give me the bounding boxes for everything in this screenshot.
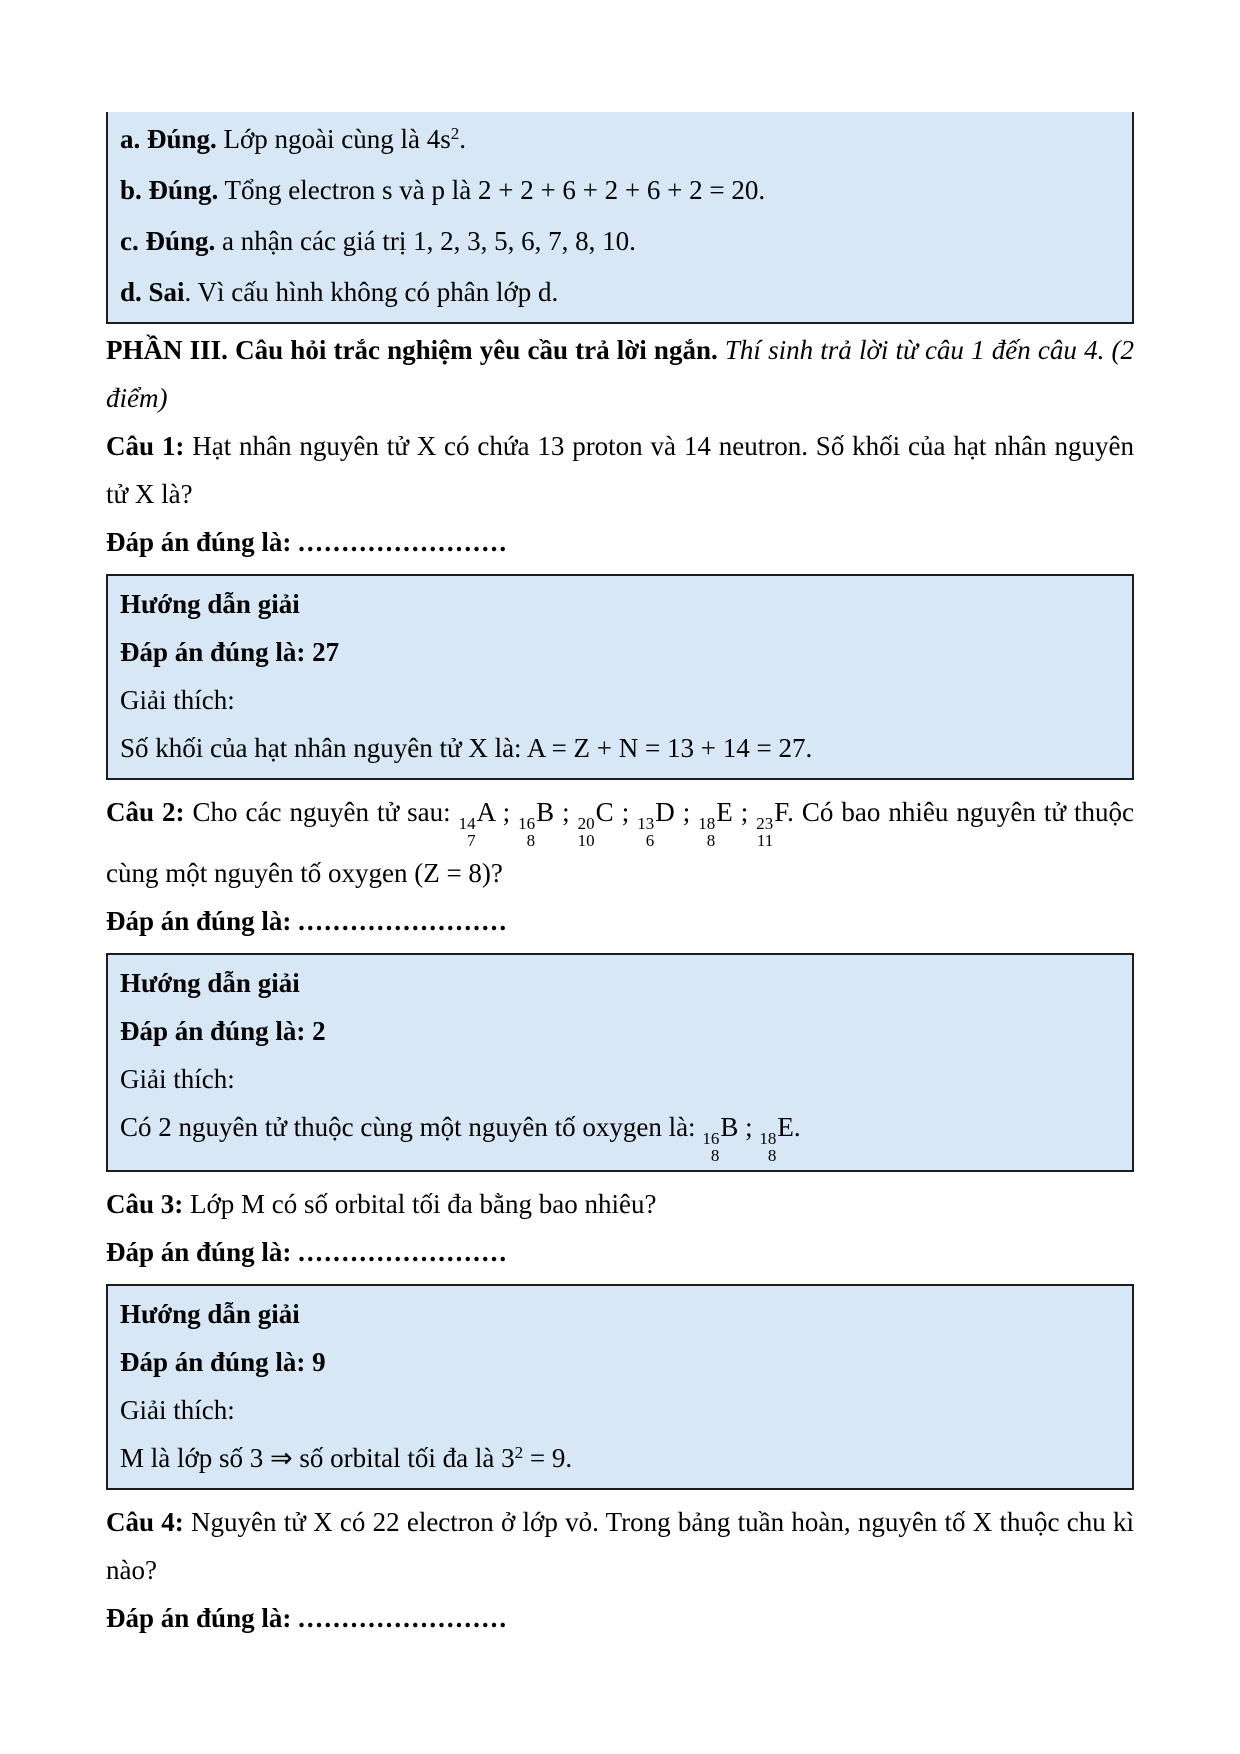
solution-1-title-line bbox=[120, 580, 1120, 628]
question-4-text: Nguyên tử X có 22 electron ở lớp vỏ. Trong bảng tuần hoàn, nguyên tố X thuộc chu kì nào? bbox=[106, 1507, 1134, 1585]
question-1-text: Hạt nhân nguyên tử X có chứa 13 proton và 14 neutron. Số khối của hạt nhân nguyên tử X là? bbox=[106, 431, 1134, 509]
solution-1-answer-line bbox=[120, 628, 1120, 676]
nuclide-B bbox=[702, 1112, 739, 1165]
statement-c bbox=[120, 216, 1120, 267]
separator: ; bbox=[494, 797, 519, 827]
solution-2-title: Hướng dẫn giải bbox=[120, 968, 300, 998]
question-3-label: Câu 3: bbox=[106, 1189, 184, 1219]
statement-c-label: c. Đúng. bbox=[120, 226, 216, 256]
question-1 bbox=[106, 422, 1134, 518]
question-2-label: Câu 2: bbox=[106, 797, 185, 827]
statement-c-text: a nhận các giá trị 1, 2, 3, 5, 6, 7, 8, 10. bbox=[215, 226, 636, 256]
solution-2-answer: Đáp án đúng là: 2 bbox=[120, 1016, 326, 1046]
nuclide-A bbox=[458, 797, 495, 850]
solution-1-explanation-text: Số khối của hạt nhân nguyên tử X là: A = Z + N = 13 + 14 = 27. bbox=[120, 733, 813, 763]
nuclide-symbol: E bbox=[716, 797, 733, 827]
answer-dots-4: ........................ bbox=[298, 1603, 509, 1633]
solution-1-explain-label: Giải thích: bbox=[120, 685, 235, 715]
solution-1-explain-label-line bbox=[120, 676, 1120, 724]
statement-a-superscript: 2 bbox=[450, 124, 460, 143]
section-heading bbox=[106, 326, 1134, 422]
nuclide-z: 10 bbox=[577, 831, 595, 850]
question-2 bbox=[106, 788, 1134, 897]
separator: ; bbox=[738, 1112, 760, 1142]
nuclide-mass: 20 bbox=[577, 814, 595, 833]
solution-3-title-line bbox=[120, 1290, 1120, 1338]
statement-b bbox=[120, 165, 1120, 216]
solution-3-answer: Đáp án đúng là: 9 bbox=[120, 1347, 326, 1377]
nuclide-symbol: F bbox=[774, 797, 788, 827]
answer-prompt-3: Đáp án đúng là: bbox=[106, 1237, 292, 1267]
section-heading-bold: PHẦN III. Câu hỏi trắc nghiệm yêu cầu trả lời ngắn. bbox=[106, 335, 718, 365]
separator: ; bbox=[674, 797, 699, 827]
question-3 bbox=[106, 1180, 1134, 1228]
statement-a-period: . bbox=[459, 124, 467, 154]
nuclide-z: 6 bbox=[645, 831, 655, 850]
answer-prompt-1: Đáp án đúng là: bbox=[106, 527, 292, 557]
nuclide-F bbox=[756, 797, 788, 850]
nuclide-symbol: C bbox=[595, 797, 614, 827]
solution-2-explanation bbox=[120, 1103, 1120, 1164]
solution-3-superscript: 2 bbox=[514, 1443, 524, 1462]
document-content bbox=[106, 112, 1134, 1642]
nuclide-z: 11 bbox=[756, 831, 774, 850]
solution-3-explanation bbox=[120, 1434, 1120, 1482]
answer-key-box bbox=[106, 112, 1134, 324]
nuclide-E bbox=[759, 1112, 794, 1165]
nuclide-z: 8 bbox=[710, 1146, 720, 1165]
statement-d-label: d. Sai bbox=[120, 277, 185, 307]
nuclide-mass: 14 bbox=[458, 814, 476, 833]
solution-1-title: Hướng dẫn giải bbox=[120, 589, 300, 619]
nuclide-symbol: B bbox=[536, 797, 555, 827]
nuclide-D bbox=[637, 797, 675, 850]
nuclide-mass: 13 bbox=[637, 814, 655, 833]
nuclide-mass: 18 bbox=[759, 1129, 777, 1148]
answer-dots-3: ........................ bbox=[298, 1237, 509, 1267]
answer-line-4 bbox=[106, 1594, 1134, 1642]
answer-line-3 bbox=[106, 1228, 1134, 1276]
solution-2-explain-label-line bbox=[120, 1055, 1120, 1103]
statement-a bbox=[120, 114, 1120, 165]
solution-box-1 bbox=[106, 574, 1134, 780]
answer-dots-2: ........................ bbox=[298, 906, 509, 936]
question-1-label: Câu 1: bbox=[106, 431, 185, 461]
solution-3-answer-line bbox=[120, 1338, 1120, 1386]
nuclide-mass: 18 bbox=[698, 814, 716, 833]
question-3-text: Lớp M có số orbital tối đa bằng bao nhiêu? bbox=[183, 1189, 657, 1219]
solution-2-title-line bbox=[120, 959, 1120, 1007]
solution-3-explanation-end: = 9. bbox=[523, 1443, 573, 1473]
solution-2-explain-label: Giải thích: bbox=[120, 1064, 235, 1094]
question-4-label: Câu 4: bbox=[106, 1507, 184, 1537]
nuclide-z: 8 bbox=[526, 831, 536, 850]
separator: ; bbox=[554, 797, 578, 827]
statement-d bbox=[120, 267, 1120, 318]
solution-2-explanation-text: Có 2 nguyên tử thuộc cùng một nguyên tố oxygen là: bbox=[120, 1112, 703, 1142]
separator: ; bbox=[613, 797, 638, 827]
answer-prompt-2: Đáp án đúng là: bbox=[106, 906, 292, 936]
nuclide-symbol: D bbox=[655, 797, 675, 827]
question-2-text-after: . Có bao nhiêu nguyên tử thuộc cùng một nguyên tố oxygen (Z = 8)? bbox=[106, 797, 1134, 888]
solution-3-title: Hướng dẫn giải bbox=[120, 1299, 300, 1329]
solution-3-explain-label-line bbox=[120, 1386, 1120, 1434]
solution-3-explain-label: Giải thích: bbox=[120, 1395, 235, 1425]
separator: ; bbox=[732, 797, 757, 827]
solution-box-2 bbox=[106, 953, 1134, 1172]
question-4 bbox=[106, 1498, 1134, 1594]
solution-2-answer-line bbox=[120, 1007, 1120, 1055]
statement-b-label: b. Đúng. bbox=[120, 175, 219, 205]
solution-1-answer: Đáp án đúng là: 27 bbox=[120, 637, 340, 667]
section-heading-italic: Thí sinh trả lời từ câu 1 đến câu 4. (2 điểm) bbox=[106, 335, 1135, 413]
nuclide-symbol: E bbox=[777, 1112, 794, 1142]
statement-b-text: Tổng electron s và p là 2 + 2 + 6 + 2 + 6 + 2 = 20. bbox=[218, 175, 766, 205]
nuclide-z: 7 bbox=[467, 831, 476, 850]
statement-d-text: . Vì cấu hình không có phân lớp d. bbox=[184, 277, 559, 307]
nuclide-symbol: A bbox=[476, 797, 495, 827]
nuclide-mass: 16 bbox=[702, 1129, 720, 1148]
answer-prompt-4: Đáp án đúng là: bbox=[106, 1603, 292, 1633]
solution-1-explanation bbox=[120, 724, 1120, 772]
nuclide-z: 8 bbox=[706, 831, 716, 850]
answer-line-1 bbox=[106, 518, 1134, 566]
nuclide-B bbox=[518, 797, 555, 850]
nuclide-mass: 16 bbox=[518, 814, 536, 833]
solution-2-explanation-end: . bbox=[793, 1112, 801, 1142]
solution-3-explanation-text: M là lớp số 3 ⇒ số orbital tối đa là 3 bbox=[120, 1443, 515, 1473]
question-2-text-before: Cho các nguyên tử sau: bbox=[184, 797, 459, 827]
nuclide-E bbox=[698, 797, 733, 850]
nuclide-symbol: B bbox=[720, 1112, 739, 1142]
nuclide-C bbox=[577, 797, 614, 850]
answer-line-2 bbox=[106, 897, 1134, 945]
nuclide-z: 8 bbox=[767, 1146, 777, 1165]
nuclide-mass: 23 bbox=[756, 814, 774, 833]
statement-a-text: Lớp ngoài cùng là 4s bbox=[216, 124, 451, 154]
statement-a-label: a. Đúng. bbox=[120, 124, 217, 154]
answer-dots-1: ........................ bbox=[298, 527, 509, 557]
solution-box-3 bbox=[106, 1284, 1134, 1490]
